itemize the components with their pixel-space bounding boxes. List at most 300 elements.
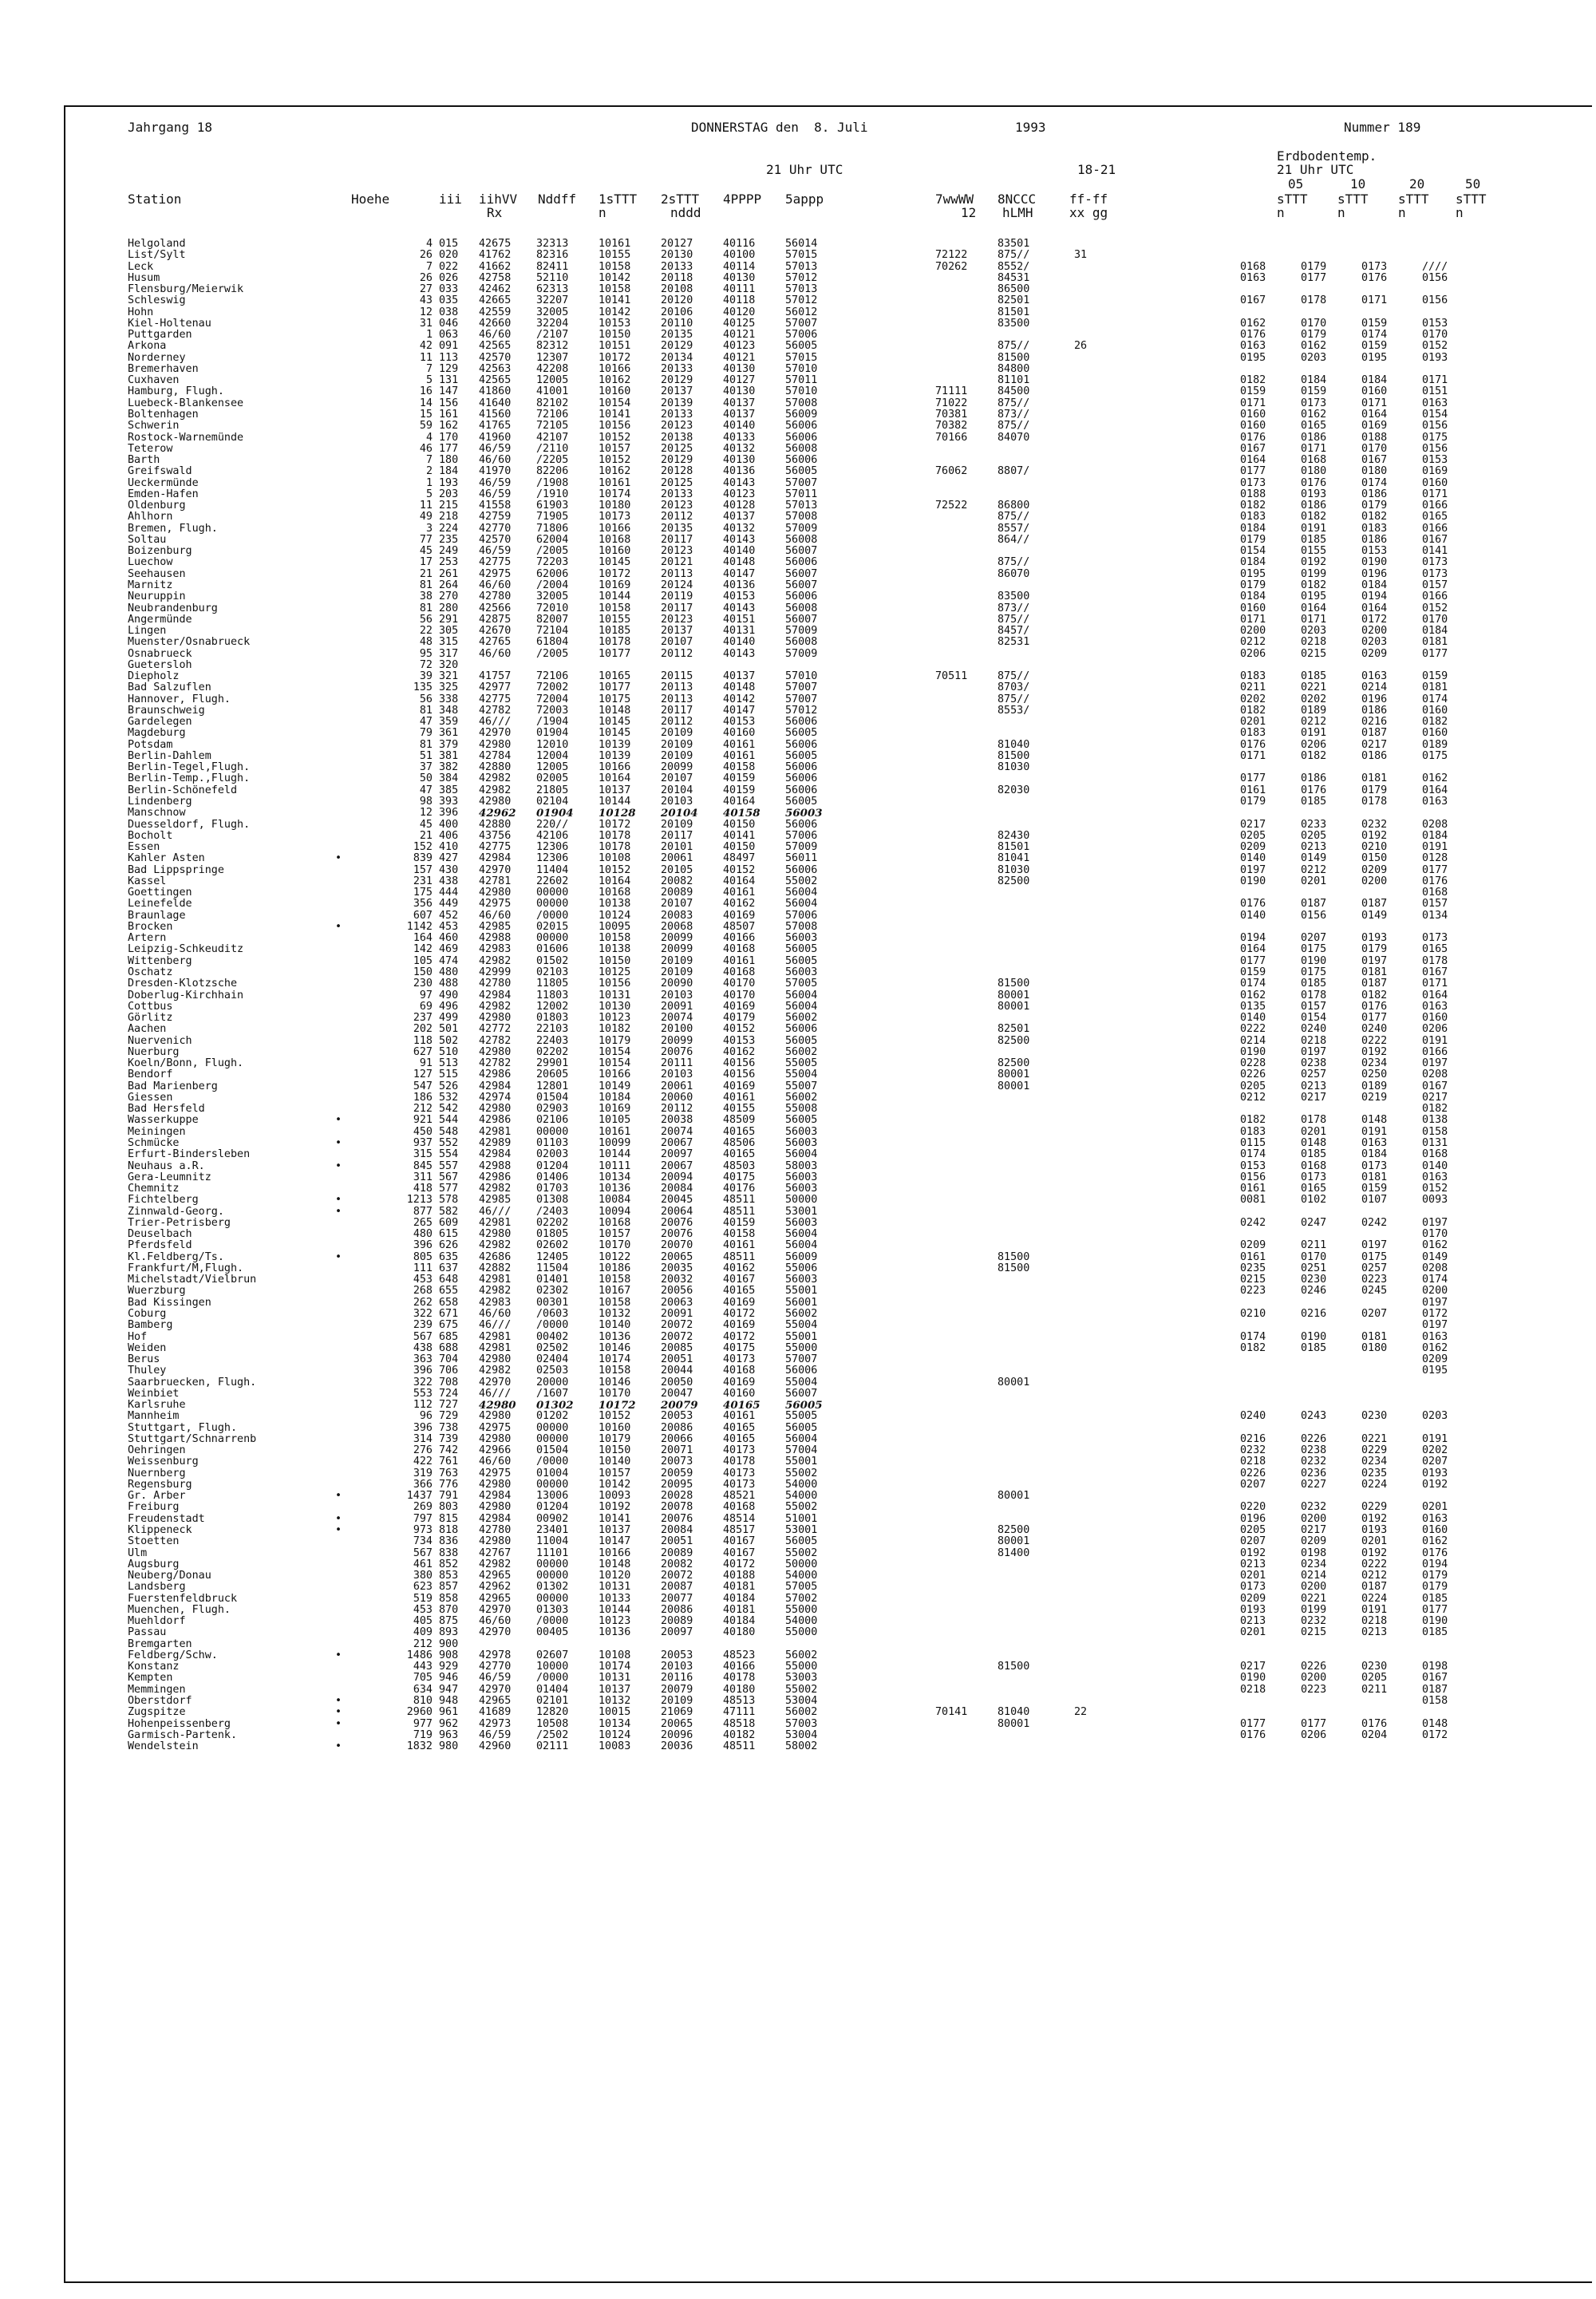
soil-temp-value: 0180 xyxy=(1301,465,1327,478)
table-row xyxy=(128,341,1588,352)
soil-temp-value: 0174 xyxy=(1240,1148,1266,1161)
nddff-value: 00301 xyxy=(536,1296,569,1309)
soil-temp-value: 0200 xyxy=(1361,875,1388,887)
nccc8-value: 8457/ xyxy=(998,625,1030,638)
sttt2-value: 20109 xyxy=(661,727,693,740)
table-row xyxy=(128,1172,1588,1183)
col-7wwww: 7wwWW xyxy=(935,192,974,207)
pppp4-value: 40180 xyxy=(723,1683,756,1696)
sttt1-value: 10167 xyxy=(598,1285,631,1298)
station-name: Bad Hersfeld xyxy=(128,1103,205,1116)
sttt1-value: 10179 xyxy=(598,1034,631,1047)
hoehe-value: 186 xyxy=(413,1091,433,1104)
soil-temp-value: 0176 xyxy=(1361,1000,1388,1013)
soil-temp-value: 0195 xyxy=(1240,567,1266,580)
appp5-value: 50000 xyxy=(785,1558,818,1570)
soil-temp-value: 0187 xyxy=(1361,898,1388,911)
nddff-value: 02003 xyxy=(536,1148,569,1161)
soil-temp-value: 0184 xyxy=(1361,374,1388,387)
iihvv-value: 42775 xyxy=(479,556,512,569)
nddff-value: /2403 xyxy=(536,1205,569,1218)
sttt1-value: 10180 xyxy=(598,500,631,512)
sttt1-value: 10099 xyxy=(598,1136,631,1149)
hoehe-value: 49 xyxy=(419,511,433,523)
sttt2-value: 20113 xyxy=(661,681,693,694)
soil-temp-value: 0163 xyxy=(1422,1512,1448,1525)
soil-temp-value: 0236 xyxy=(1301,1467,1327,1479)
sttt1-value: 10134 xyxy=(598,1171,631,1183)
station-name: Gr. Arber xyxy=(128,1490,186,1503)
pppp4-value: 40168 xyxy=(723,943,756,956)
pppp4-value: 40160 xyxy=(723,1387,756,1400)
iii-value: 460 xyxy=(439,932,459,945)
hoehe-value: 42 xyxy=(419,340,433,353)
soil-temp-value: 0176 xyxy=(1361,1717,1388,1730)
sttt2-value: 20087 xyxy=(661,1581,693,1594)
appp5-value: 55002 xyxy=(785,1546,818,1559)
table-row xyxy=(128,330,1588,341)
iihvv-value: 43756 xyxy=(479,829,512,842)
nccc8-value: 80001 xyxy=(998,1376,1030,1388)
hoehe-value: 17 xyxy=(419,556,433,569)
iihvv-value: 46/59 xyxy=(479,442,512,455)
iii-value: 325 xyxy=(439,681,459,694)
sttt2-value: 20112 xyxy=(661,647,693,660)
station-table xyxy=(128,239,1588,1752)
soil-temp-value: 0243 xyxy=(1301,1410,1327,1423)
appp5-value: 56006 xyxy=(785,772,818,785)
nddff-value: 00000 xyxy=(536,1570,569,1582)
nccc8-value: 82500 xyxy=(998,1057,1030,1070)
station-name: Weiden xyxy=(128,1341,167,1354)
soil-temp-value: 0257 xyxy=(1361,1262,1388,1274)
table-row xyxy=(128,1434,1588,1445)
table-row xyxy=(128,1218,1588,1229)
soil-temp-value: 0213 xyxy=(1301,841,1327,854)
sttt2-value: 20060 xyxy=(661,1091,693,1104)
sttt2-value: 20109 xyxy=(661,966,693,978)
iihvv-value: 42570 xyxy=(479,533,512,546)
nddff-value: 72203 xyxy=(536,556,569,569)
soil-temp-value: 0197 xyxy=(1422,1319,1448,1332)
station-name: Zugspitze xyxy=(128,1706,186,1719)
soil-temp-value: 0140 xyxy=(1240,909,1266,922)
station-name: Ulm xyxy=(128,1546,148,1559)
sttt1-value: 10168 xyxy=(598,887,631,899)
appp5-value: 56005 xyxy=(785,1399,823,1412)
sttt1-value: 10150 xyxy=(598,329,631,342)
nddff-value: 10000 xyxy=(536,1661,569,1673)
soil-temp-value: 0232 xyxy=(1301,1501,1327,1514)
pppp4-value: 40180 xyxy=(723,1626,756,1639)
table-row xyxy=(128,614,1588,626)
nccc8-value: 80001 xyxy=(998,1080,1030,1092)
nummer-label: Nummer 189 xyxy=(1344,120,1421,135)
appp5-value: 55004 xyxy=(785,1319,818,1332)
soil-temp-value: 0182 xyxy=(1361,989,1388,1001)
sttt1-value: 10146 xyxy=(598,1376,631,1388)
soil-temp-value: 0242 xyxy=(1240,1216,1266,1229)
soil-temp-value: 0176 xyxy=(1240,898,1266,911)
nccc8-value: 81101 xyxy=(998,374,1030,387)
station-name: Potsdam xyxy=(128,738,173,751)
pppp4-value: 48514 xyxy=(723,1512,756,1525)
station-name: Bremen, Flugh. xyxy=(128,522,218,535)
iihvv-value: 42462 xyxy=(479,283,512,296)
soil-temp-value: 0195 xyxy=(1422,1365,1448,1377)
pppp4-value: 40118 xyxy=(723,294,756,307)
iihvv-value: 42970 xyxy=(479,863,512,876)
table-row xyxy=(128,1365,1588,1377)
nccc8-value: 875// xyxy=(998,340,1030,353)
appp5-value: 56006 xyxy=(785,1023,818,1036)
station-name: Thuley xyxy=(128,1365,167,1377)
soil-temp-value: 0170 xyxy=(1422,329,1448,342)
soil-temp-value: 0173 xyxy=(1422,567,1448,580)
hoehe-value: 2960 xyxy=(406,1706,433,1719)
soil-temp-value: 0177 xyxy=(1240,465,1266,478)
iihvv-value: 42970 xyxy=(479,1683,512,1696)
iihvv-value: 42767 xyxy=(479,1546,512,1559)
soil-temp-value: 0192 xyxy=(1422,1478,1448,1491)
nddff-value: 11404 xyxy=(536,863,569,876)
iii-value: 113 xyxy=(439,351,459,364)
sttt2-value: 20097 xyxy=(661,1148,693,1161)
nddff-value: 11101 xyxy=(536,1546,569,1559)
soil-temp-value: 0155 xyxy=(1301,545,1327,558)
appp5-value: 55002 xyxy=(785,1683,818,1696)
hoehe-value: 921 xyxy=(413,1114,433,1127)
station-name: Michelstadt/Vielbrun xyxy=(128,1274,257,1286)
nccc8-value: 82501 xyxy=(998,294,1030,307)
soil-temp-value: 0177 xyxy=(1240,1717,1266,1730)
pppp4-value: 40152 xyxy=(723,863,756,876)
nccc8-value: 864// xyxy=(998,533,1030,546)
appp5-value: 57009 xyxy=(785,522,818,535)
soil-temp-value: 0170 xyxy=(1301,317,1327,330)
iii-value: 706 xyxy=(439,1365,459,1377)
appp5-value: 56005 xyxy=(785,340,818,353)
iihvv-value: 42965 xyxy=(479,1570,512,1582)
pppp4-value: 48511 xyxy=(723,1250,756,1263)
nccc8-value: 875// xyxy=(998,420,1030,433)
soil-temp-value: 0184 xyxy=(1301,374,1327,387)
soil-temp-value: 0165 xyxy=(1301,1183,1327,1195)
iihvv-value: 42974 xyxy=(479,1091,512,1104)
appp5-value: 53001 xyxy=(785,1524,818,1537)
iihvv-value: 42975 xyxy=(479,898,512,911)
hoehe-value: 7 xyxy=(425,260,433,273)
soil-temp-value: 0181 xyxy=(1422,681,1448,694)
sttt2-value: 20073 xyxy=(661,1456,693,1468)
pppp4-value: 40111 xyxy=(723,283,756,296)
soil-temp-value: 0182 xyxy=(1240,1114,1266,1127)
sttt2-value: 20065 xyxy=(661,1250,693,1263)
pppp4-value: 48511 xyxy=(723,1194,756,1207)
appp5-value: 55004 xyxy=(785,1376,818,1388)
sttt2-value: 20053 xyxy=(661,1410,693,1423)
iii-value: 502 xyxy=(439,1034,459,1047)
soil-temp-value: 0213 xyxy=(1361,1626,1388,1639)
hoehe-value: 56 xyxy=(419,693,433,705)
iihvv-value: 42980 xyxy=(479,1501,512,1514)
soil-temp-value: 0186 xyxy=(1361,533,1388,546)
iihvv-value: 42980 xyxy=(479,1353,512,1366)
soil-temp-value: 0207 xyxy=(1240,1535,1266,1548)
nccc8-value: 80001 xyxy=(998,1535,1030,1548)
station-name: Marnitz xyxy=(128,579,173,591)
sttt1-value: 10120 xyxy=(598,1570,631,1582)
station-name: Deuselbach xyxy=(128,1228,192,1241)
sttt2-value: 20101 xyxy=(661,841,693,854)
iihvv-value: 42970 xyxy=(479,1626,512,1639)
iihvv-value: 46/60 xyxy=(479,1307,512,1320)
pppp4-value: 40148 xyxy=(723,681,756,694)
soil-temp-value: 0181 xyxy=(1361,1171,1388,1183)
hoehe-value: 363 xyxy=(413,1353,433,1366)
soil-temp-value: 0174 xyxy=(1361,476,1388,489)
table-row xyxy=(128,1286,1588,1297)
station-name: Wuerzburg xyxy=(128,1285,186,1298)
appp5-value: 57010 xyxy=(785,362,818,375)
sttt1-value: 10123 xyxy=(598,1012,631,1025)
mountain-marker: • xyxy=(335,1706,342,1719)
soil-temp-value: 0245 xyxy=(1361,1285,1388,1298)
hoehe-value: 21 xyxy=(419,829,433,842)
soil-temp-value: 0164 xyxy=(1240,454,1266,467)
sttt1-value: 10134 xyxy=(598,1717,631,1730)
nddff-value: 00405 xyxy=(536,1626,569,1639)
iii-value: 578 xyxy=(439,1194,459,1207)
table-row xyxy=(128,1707,1588,1718)
soil-temp-value: 0192 xyxy=(1240,1546,1266,1559)
soil-temp-value: 0176 xyxy=(1422,875,1448,887)
soil-temp-value: 0209 xyxy=(1240,1239,1266,1252)
appp5-value: 56003 xyxy=(785,966,818,978)
station-name: Freudenstadt xyxy=(128,1512,205,1525)
pppp4-value: 40137 xyxy=(723,408,756,421)
iihvv-value: 42983 xyxy=(479,943,512,956)
pppp4-value: 48511 xyxy=(723,1205,756,1218)
iii-value: 729 xyxy=(439,1410,459,1423)
iihvv-value: 42965 xyxy=(479,1592,512,1605)
soil-temp-value: 0171 xyxy=(1240,613,1266,626)
iihvv-value: 42660 xyxy=(479,317,512,330)
soil-temp-value: 0159 xyxy=(1240,385,1266,398)
hoehe-value: 5 xyxy=(425,488,433,500)
table-row xyxy=(128,1479,1588,1491)
soil-temp-value: 0156 xyxy=(1422,294,1448,307)
iihvv-value: 42980 xyxy=(479,796,512,808)
sttt2-value: 20129 xyxy=(661,454,693,467)
soil-temp-value: 0163 xyxy=(1240,340,1266,353)
hoehe-value: 634 xyxy=(413,1683,433,1696)
station-name: Frankfurt/M,Flugh. xyxy=(128,1262,244,1274)
station-name: Braunlage xyxy=(128,909,186,922)
iii-value: 381 xyxy=(439,749,459,762)
hoehe-value: 607 xyxy=(413,909,433,922)
nddff-value: 32313 xyxy=(536,238,569,250)
table-row xyxy=(128,1001,1588,1013)
soil-temp-value: 0189 xyxy=(1422,738,1448,751)
station-name: Garmisch-Partenk. xyxy=(128,1728,238,1741)
sttt1-value: 10138 xyxy=(598,898,631,911)
nddff-value: 02607 xyxy=(536,1649,569,1661)
iii-value: 929 xyxy=(439,1661,459,1673)
sttt2-value: 20086 xyxy=(661,1603,693,1616)
pppp4-value: 40168 xyxy=(723,1501,756,1514)
soil-temp-value: 0172 xyxy=(1422,1307,1448,1320)
hoehe-value: 81 xyxy=(419,579,433,591)
pppp4-value: 40161 xyxy=(723,1239,756,1252)
iihvv-value: 42980 xyxy=(479,1535,512,1548)
iii-value: 469 xyxy=(439,943,459,956)
station-name: Luebeck-Blankensee xyxy=(128,397,244,409)
appp5-value: 57007 xyxy=(785,317,818,330)
pppp4-value: 40120 xyxy=(723,306,756,318)
soil-temp-value: 0173 xyxy=(1240,1581,1266,1594)
nddff-value: 12005 xyxy=(536,761,569,774)
sttt2-value: 20076 xyxy=(661,1216,693,1229)
nccc8-value: 86500 xyxy=(998,283,1030,296)
hoehe-value: 79 xyxy=(419,727,433,740)
soil-temp-value: 0200 xyxy=(1301,1672,1327,1685)
pppp4-value: 40173 xyxy=(723,1444,756,1457)
nccc8-value: 86070 xyxy=(998,567,1030,580)
nddff-value: 61804 xyxy=(536,636,569,649)
station-name: Oehringen xyxy=(128,1444,186,1457)
hoehe-value: 45 xyxy=(419,545,433,558)
soil-temp-value: 0208 xyxy=(1422,818,1448,831)
soil-temp-value: 0197 xyxy=(1422,1057,1448,1070)
iihvv-value: 42882 xyxy=(479,1262,512,1274)
station-name: Giessen xyxy=(128,1091,173,1104)
appp5-value: 56006 xyxy=(785,1365,818,1377)
iii-value: 510 xyxy=(439,1045,459,1058)
iii-value: 947 xyxy=(439,1683,459,1696)
ffff-value: 22 xyxy=(1074,1706,1088,1719)
pppp4-value: 40156 xyxy=(723,1057,756,1070)
pppp4-value: 40178 xyxy=(723,1456,756,1468)
station-name: Wendelstein xyxy=(128,1740,199,1753)
pppp4-value: 40130 xyxy=(723,385,756,398)
soil-temp-value: 0187 xyxy=(1361,978,1388,990)
station-name: Saarbruecken, Flugh. xyxy=(128,1376,257,1388)
appp5-value: 54000 xyxy=(785,1615,818,1628)
soil-temp-value: 0176 xyxy=(1240,329,1266,342)
station-name: Bad Kissingen xyxy=(128,1296,211,1309)
soil-temp-value: 0201 xyxy=(1240,716,1266,729)
sttt2-value: 20091 xyxy=(661,1000,693,1013)
station-name: Osnabrueck xyxy=(128,647,192,660)
sttt1-value: 10145 xyxy=(598,556,631,569)
soil-temp-value: 0205 xyxy=(1361,1672,1388,1685)
soil-temp-value: 0170 xyxy=(1301,1250,1327,1263)
station-name: Görlitz xyxy=(128,1012,173,1025)
soil-temp-value: 0200 xyxy=(1301,1581,1327,1594)
table-row xyxy=(128,922,1588,933)
table-row xyxy=(128,1719,1588,1730)
sttt1-value: 10168 xyxy=(598,533,631,546)
nddff-value: 32005 xyxy=(536,306,569,318)
col-sttt-20: sTTT xyxy=(1398,192,1429,207)
iii-value: 382 xyxy=(439,761,459,774)
hoehe-value: 175 xyxy=(413,887,433,899)
soil-temp-value: 0181 xyxy=(1361,772,1388,785)
soil-temp-value: 0203 xyxy=(1301,351,1327,364)
appp5-value: 56006 xyxy=(785,716,818,729)
iihvv-value: 42982 xyxy=(479,784,512,796)
table-row xyxy=(128,1696,1588,1707)
iii-value: 384 xyxy=(439,772,459,785)
iihvv-value: 42784 xyxy=(479,749,512,762)
station-name: Zinnwald-Georg. xyxy=(128,1205,224,1218)
iii-value: 264 xyxy=(439,579,459,591)
soil-temp-value: 0230 xyxy=(1361,1661,1388,1673)
col-iihvv: iihVV xyxy=(479,192,518,207)
soil-temp-value: 0167 xyxy=(1240,442,1266,455)
station-name: Seehausen xyxy=(128,567,186,580)
soil-temp-value: 0154 xyxy=(1240,545,1266,558)
soil-temp-value: 0198 xyxy=(1301,1546,1327,1559)
station-name: Magdeburg xyxy=(128,727,186,740)
iihvv-value: 42965 xyxy=(479,1695,512,1707)
col-n-50: n xyxy=(1456,205,1464,220)
sttt1-value: 10173 xyxy=(598,511,631,523)
wwww7-value: 70166 xyxy=(935,431,968,444)
iii-value: 359 xyxy=(439,716,459,729)
sttt2-value: 20050 xyxy=(661,1376,693,1388)
sttt2-value: 20072 xyxy=(661,1570,693,1582)
nccc8-value: 81400 xyxy=(998,1546,1030,1559)
sttt2-value: 20113 xyxy=(661,693,693,705)
table-row xyxy=(128,1502,1588,1513)
iihvv-value: 42980 xyxy=(479,1432,512,1445)
soil-temp-value: 0156 xyxy=(1422,420,1448,433)
pppp4-value: 40130 xyxy=(723,454,756,467)
station-name: Bocholt xyxy=(128,829,173,842)
sttt1-value: 10095 xyxy=(598,920,631,933)
soil-temp-value: 0160 xyxy=(1422,476,1448,489)
wwww7-value: 70382 xyxy=(935,420,968,433)
iii-value: 688 xyxy=(439,1341,459,1354)
iii-value: 948 xyxy=(439,1695,459,1707)
soil-temp-value: 0196 xyxy=(1240,1512,1266,1525)
appp5-value: 57009 xyxy=(785,625,818,638)
station-name: Leinefelde xyxy=(128,898,192,911)
nccc8-value: 875// xyxy=(998,613,1030,626)
nccc8-value: 84500 xyxy=(998,385,1030,398)
appp5-value: 54000 xyxy=(785,1490,818,1503)
pppp4-value: 40173 xyxy=(723,1478,756,1491)
soil-temp-value: 0184 xyxy=(1422,829,1448,842)
pppp4-value: 40143 xyxy=(723,602,756,614)
nddff-value: 12010 xyxy=(536,738,569,751)
iii-value: 513 xyxy=(439,1057,459,1070)
soil-temp-value: 0168 xyxy=(1422,887,1448,899)
soil-temp-value: 0161 xyxy=(1240,784,1266,796)
pppp4-value: 47111 xyxy=(723,1706,756,1719)
hoehe-value: 276 xyxy=(413,1444,433,1457)
iii-value: 253 xyxy=(439,556,459,569)
station-name: Luechow xyxy=(128,556,173,569)
hoehe-value: 396 xyxy=(413,1421,433,1434)
nddff-value: 02005 xyxy=(536,772,569,785)
iihvv-value: 42982 xyxy=(479,1000,512,1013)
iii-value: 708 xyxy=(439,1376,459,1388)
soil-temp-value: 0173 xyxy=(1301,1171,1327,1183)
soil-temp-value: 0164 xyxy=(1361,408,1388,421)
